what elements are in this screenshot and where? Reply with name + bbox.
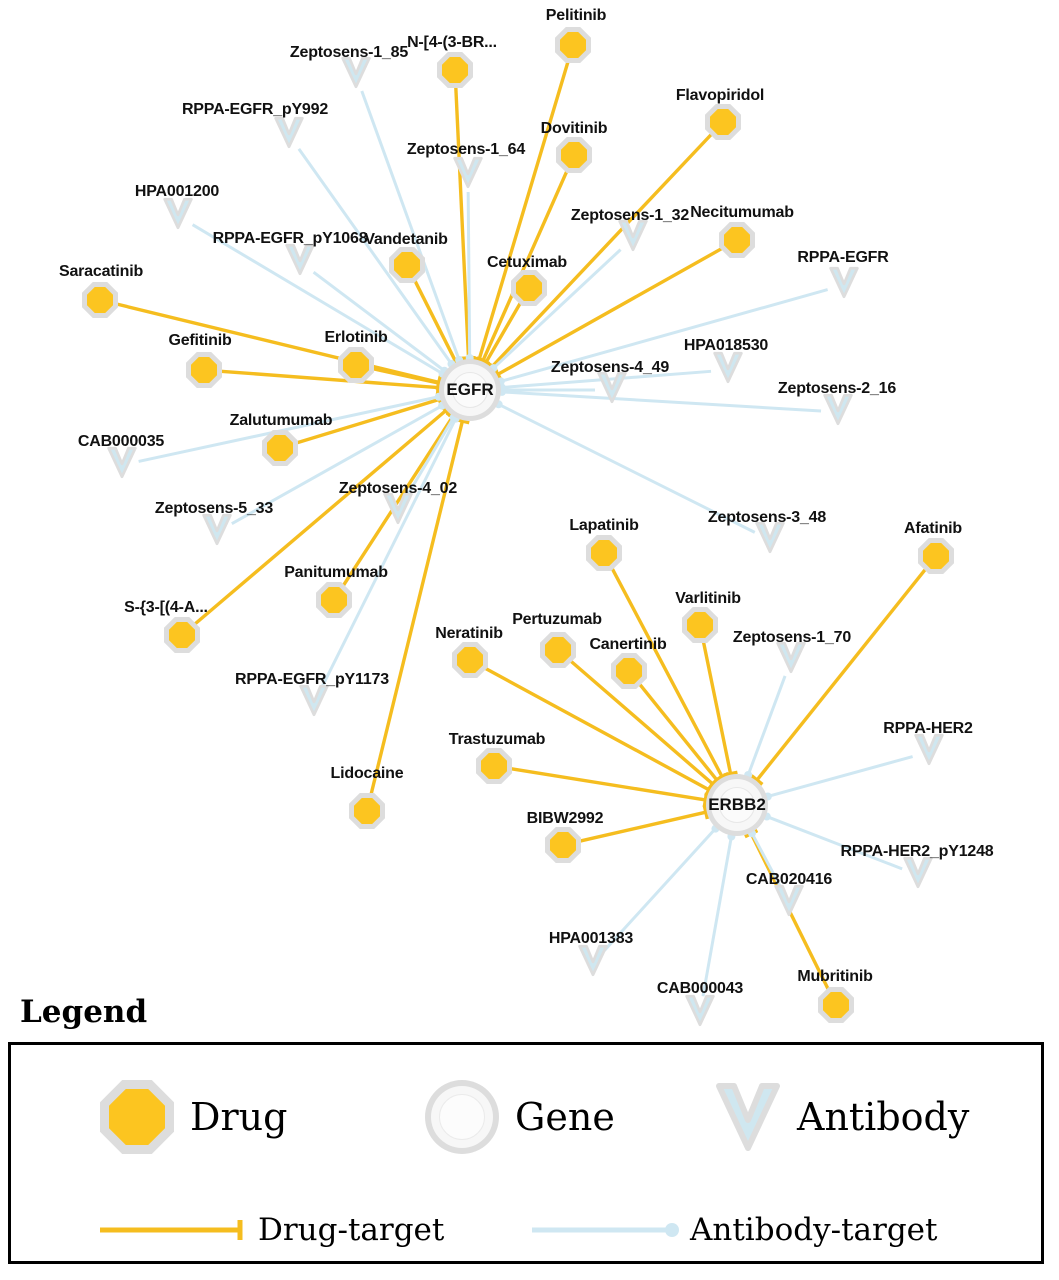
octagon-icon bbox=[918, 538, 954, 574]
drug-node-label: Neratinib bbox=[435, 625, 503, 642]
antibody-node-label: HPA018530 bbox=[683, 337, 769, 354]
drug-target-edge bbox=[373, 369, 439, 384]
drug-node[interactable] bbox=[556, 137, 592, 173]
antibody-node-label: RPPA-EGFR_pY1068 bbox=[212, 230, 368, 247]
legend-title: Legend bbox=[20, 994, 148, 1030]
drug-node-label: Flavopiridol bbox=[675, 87, 765, 104]
drug-target-edge-icon bbox=[100, 1217, 248, 1243]
drug-node[interactable] bbox=[611, 653, 647, 689]
drug-node-label: Zalutumumab bbox=[229, 412, 333, 429]
drug-node[interactable] bbox=[545, 827, 581, 863]
antibody-node[interactable] bbox=[283, 243, 317, 282]
octagon-icon bbox=[316, 582, 352, 618]
drug-node-label: Saracatinib bbox=[58, 263, 144, 280]
antibody-node-label: RPPA-EGFR_pY1173 bbox=[235, 671, 389, 688]
drug-node-label: Mubritinib bbox=[797, 968, 873, 985]
legend-item-drug bbox=[100, 1080, 287, 1154]
circle-icon bbox=[425, 1080, 499, 1154]
chevron-down-icon bbox=[161, 197, 195, 231]
octagon-icon bbox=[338, 347, 374, 383]
antibody-node-label: Zeptosens-3_48 bbox=[707, 509, 827, 526]
antibody-node[interactable] bbox=[683, 994, 717, 1033]
drug-node-label: Lapatinib bbox=[569, 517, 639, 534]
octagon-icon bbox=[186, 352, 222, 388]
antibody-node[interactable] bbox=[772, 884, 806, 923]
chevron-down-icon bbox=[576, 944, 610, 978]
antibody-node[interactable] bbox=[161, 197, 195, 236]
antibody-node-label: RPPA-EGFR_pY992 bbox=[181, 101, 329, 118]
drug-node-label: Dovitinib bbox=[540, 120, 608, 137]
drug-node[interactable] bbox=[705, 104, 741, 140]
drug-node-label: BIBW2992 bbox=[526, 810, 604, 827]
drug-node[interactable] bbox=[186, 352, 222, 388]
legend-item-gene bbox=[425, 1080, 615, 1154]
drug-node-label: Pelitinib bbox=[545, 7, 607, 24]
drug-target-edge bbox=[703, 642, 730, 774]
antibody-node[interactable] bbox=[912, 733, 946, 772]
octagon-icon bbox=[511, 270, 547, 306]
octagon-icon bbox=[545, 827, 581, 863]
drug-node[interactable] bbox=[918, 538, 954, 574]
antibody-node-label: CAB000035 bbox=[77, 433, 165, 450]
antibody-node-label: Zeptosens-1_64 bbox=[406, 141, 526, 158]
drug-node-label: Erlotinib bbox=[324, 329, 388, 346]
antibody-node-label: RPPA-HER2_pY1248 bbox=[840, 843, 994, 860]
drug-node-label: Panitumumab bbox=[284, 564, 388, 581]
legend-item-drug-label: Drug bbox=[190, 1095, 288, 1139]
antibody-node-label: HPA001383 bbox=[548, 930, 634, 947]
octagon-icon bbox=[476, 748, 512, 784]
antibody-target-edge bbox=[703, 837, 731, 997]
legend-edge-drug-target bbox=[100, 1212, 444, 1248]
chevron-down-icon bbox=[683, 994, 717, 1028]
antibody-node-label: CAB000043 bbox=[656, 980, 744, 997]
drug-node[interactable] bbox=[437, 52, 473, 88]
antibody-target-edge bbox=[468, 192, 470, 358]
drug-target-edge bbox=[456, 87, 469, 358]
octagon-icon bbox=[452, 642, 488, 678]
drug-node[interactable] bbox=[452, 642, 488, 678]
drug-node-label: S-{3-[(4-A... bbox=[124, 599, 208, 616]
chevron-down-icon bbox=[451, 156, 485, 190]
drug-node[interactable] bbox=[389, 247, 425, 283]
drug-node[interactable] bbox=[719, 222, 755, 258]
octagon-icon bbox=[349, 793, 385, 829]
drug-node-label: Varlitinib bbox=[675, 590, 741, 607]
octagon-icon bbox=[262, 430, 298, 466]
antibody-node-label: Zeptosens-1_85 bbox=[289, 44, 409, 61]
drug-node-label: Canertinib bbox=[589, 636, 667, 653]
drug-node[interactable] bbox=[262, 430, 298, 466]
octagon-icon bbox=[437, 52, 473, 88]
legend-item-antibody-label: Antibody bbox=[797, 1095, 970, 1139]
drug-node[interactable] bbox=[818, 987, 854, 1023]
antibody-node[interactable] bbox=[821, 393, 855, 432]
octagon-icon bbox=[682, 607, 718, 643]
octagon-icon bbox=[705, 104, 741, 140]
antibody-node-label: Zeptosens-4_02 bbox=[338, 480, 458, 497]
antibody-target-edge-icon bbox=[532, 1217, 680, 1243]
drug-node[interactable] bbox=[338, 347, 374, 383]
antibody-node-label: HPA001200 bbox=[134, 183, 220, 200]
antibody-node-label: Zeptosens-1_70 bbox=[732, 629, 852, 646]
drug-node-label: Pertuzumab bbox=[512, 611, 602, 628]
antibody-node[interactable] bbox=[576, 944, 610, 983]
drug-node[interactable] bbox=[511, 270, 547, 306]
antibody-node[interactable] bbox=[711, 351, 745, 390]
drug-node[interactable] bbox=[476, 748, 512, 784]
antibody-node[interactable] bbox=[451, 156, 485, 195]
octagon-icon bbox=[82, 282, 118, 318]
antibody-node-label: Zeptosens-2_16 bbox=[777, 380, 897, 397]
antibody-node-label: Zeptosens-4_49 bbox=[550, 359, 670, 376]
drug-node[interactable] bbox=[540, 632, 576, 668]
octagon-icon bbox=[818, 987, 854, 1023]
antibody-node[interactable] bbox=[272, 116, 306, 155]
octagon-icon bbox=[540, 632, 576, 668]
antibody-node[interactable] bbox=[200, 513, 234, 552]
antibody-node[interactable] bbox=[105, 446, 139, 485]
antibody-node-label: Zeptosens-1_32 bbox=[570, 207, 690, 224]
legend-edge-antibody-target-label: Antibody-target bbox=[690, 1212, 938, 1248]
antibody-target-edge bbox=[502, 392, 821, 411]
octagon-icon bbox=[164, 617, 200, 653]
gene-node-label: ERBB2 bbox=[708, 795, 766, 814]
antibody-node[interactable] bbox=[901, 856, 935, 895]
octagon-icon bbox=[586, 535, 622, 571]
octagon-icon bbox=[556, 137, 592, 173]
drug-node[interactable] bbox=[682, 607, 718, 643]
drug-node-label: Trastuzumab bbox=[448, 731, 546, 748]
drug-node[interactable] bbox=[349, 793, 385, 829]
octagon-icon bbox=[555, 27, 591, 63]
legend-edge-antibody-target bbox=[532, 1212, 937, 1248]
antibody-node[interactable] bbox=[297, 684, 331, 723]
drug-node-label: Gefitinib bbox=[168, 332, 232, 349]
gene-node-label: EGFR bbox=[446, 380, 494, 399]
drug-node-label: Cetuximab bbox=[487, 254, 567, 271]
chevron-down-icon bbox=[711, 351, 745, 385]
drug-node[interactable] bbox=[586, 535, 622, 571]
chevron-down-icon bbox=[272, 116, 306, 150]
drug-node[interactable] bbox=[164, 617, 200, 653]
antibody-node-label: Zeptosens-5_33 bbox=[154, 500, 274, 517]
chevron-down-icon bbox=[715, 1080, 781, 1154]
drug-node-label: Vandetanib bbox=[364, 231, 448, 248]
drug-node-label: N-[4-(3-BR... bbox=[407, 34, 497, 51]
legend-edge-drug-target-label: Drug-target bbox=[258, 1212, 445, 1248]
octagon-icon bbox=[100, 1080, 174, 1154]
antibody-node-label: RPPA-HER2 bbox=[883, 720, 973, 737]
antibody-node-label: CAB020416 bbox=[745, 871, 833, 888]
drug-node[interactable] bbox=[555, 27, 591, 63]
drug-node-label: Lidocaine bbox=[330, 765, 404, 782]
antibody-target-edge bbox=[768, 757, 913, 797]
antibody-node-label: RPPA-EGFR bbox=[797, 249, 889, 266]
legend-item-antibody bbox=[715, 1080, 969, 1154]
antibody-target-edge bbox=[748, 676, 785, 775]
drug-node-label: Necitumumab bbox=[690, 204, 794, 221]
chevron-down-icon bbox=[827, 266, 861, 300]
drug-target-edge bbox=[479, 61, 568, 359]
octagon-icon bbox=[719, 222, 755, 258]
drug-node[interactable] bbox=[316, 582, 352, 618]
antibody-node[interactable] bbox=[827, 266, 861, 305]
octagon-icon bbox=[611, 653, 647, 689]
legend-item-gene-label: Gene bbox=[515, 1095, 615, 1139]
octagon-icon bbox=[389, 247, 425, 283]
drug-node-label: Afatinib bbox=[904, 520, 962, 537]
drug-node[interactable] bbox=[82, 282, 118, 318]
